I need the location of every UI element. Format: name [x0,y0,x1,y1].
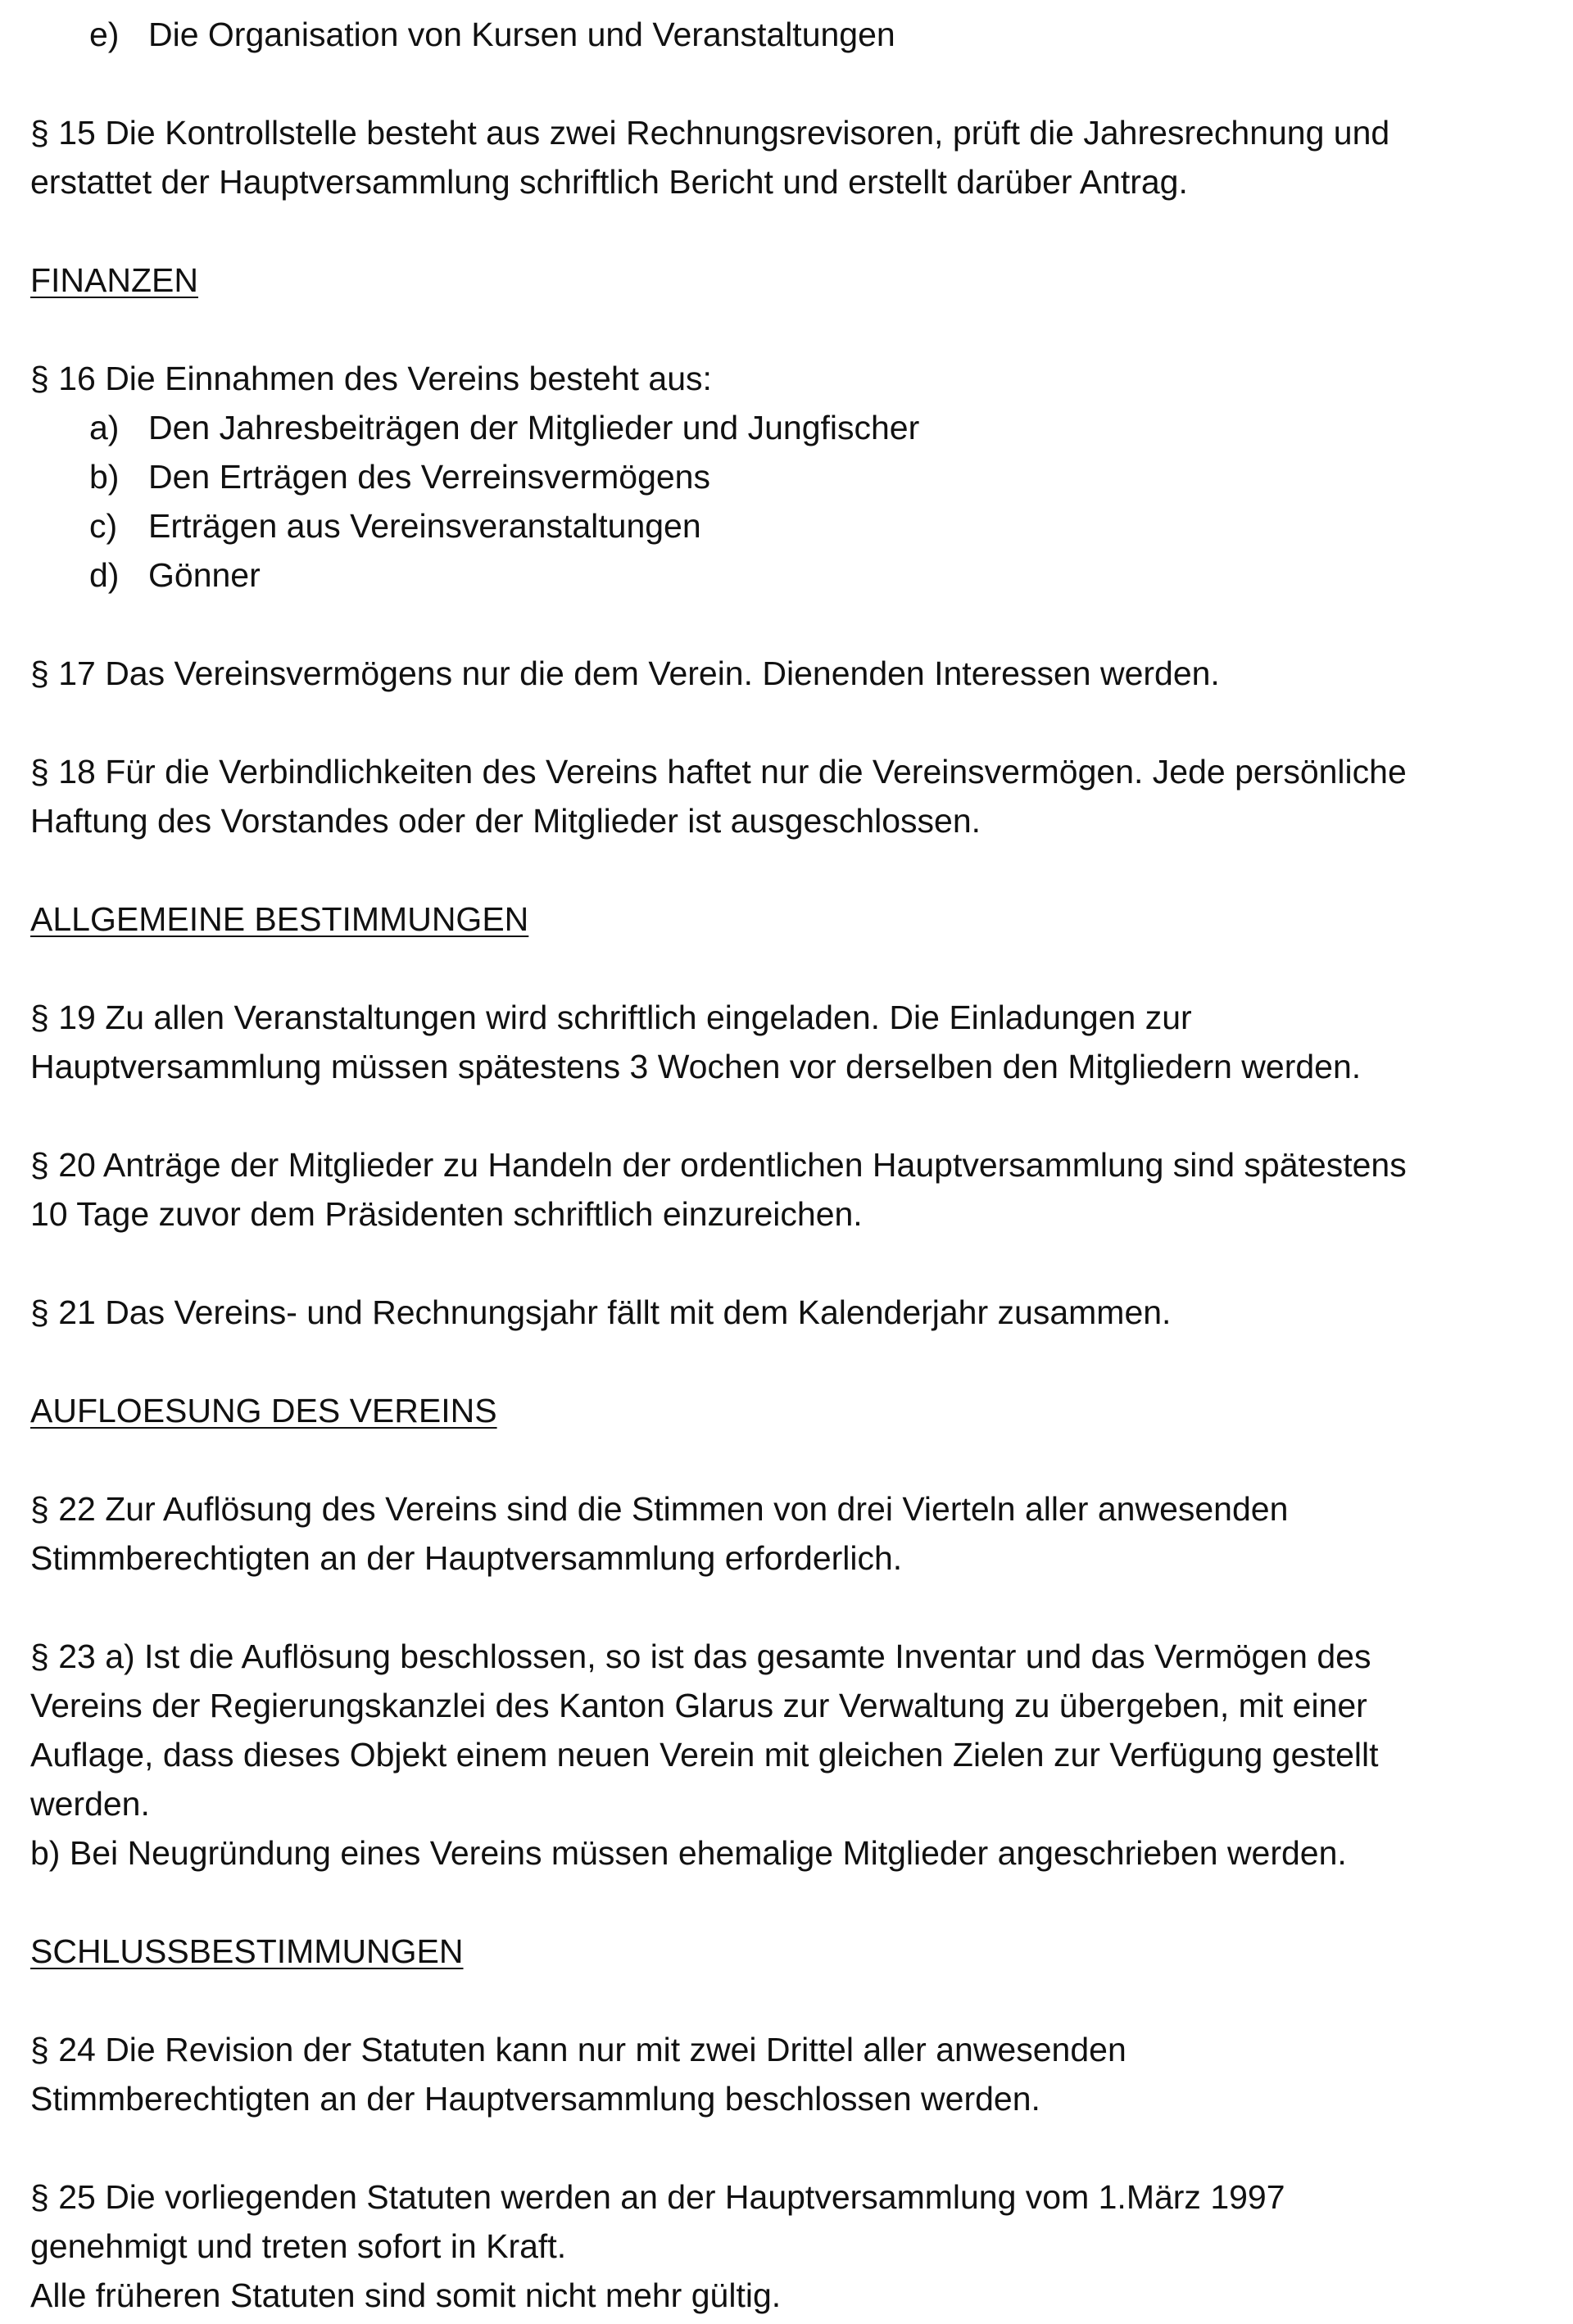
paragraph-line: Vereins der Regierungskanzlei des Kanton Glarus zur Verwaltung zu übergeben, mit einer [30,1687,1367,1724]
paragraph-18 [30,747,1543,845]
paragraph-line: genehmigt und treten sofort in Kraft. [30,2227,567,2265]
list-text: Den Erträgen des Verreinsvermögens [148,458,710,496]
paragraph-line: Stimmberechtigten an der Hauptversammlung beschlossen werden. [30,2080,1040,2118]
section-heading-finanzen: FINANZEN [30,261,198,299]
list-item [30,452,1543,501]
paragraph-16 [30,354,1543,600]
paragraph-line: Alle früheren Statuten sind somit nicht mehr gültig. [30,2276,782,2314]
paragraph-line: Auflage, dass dieses Objekt einem neuen Verein mit gleichen Zielen zur Verfügung gestellt [30,1736,1379,1774]
paragraph-line: § 15 Die Kontrollstelle besteht aus zwei Rechnungsrevisoren, prüft die Jahresrechnung und [30,114,1390,152]
list-text: Die Organisation von Kursen und Veranstaltungen [148,16,895,53]
list-marker: c) [89,507,118,545]
section-heading-aufloesung: AUFLOESUNG DES VEREINS [30,1392,497,1429]
list-marker: b) [89,458,120,496]
list-text: Den Jahresbeiträgen der Mitglieder und Jungfischer [148,409,920,446]
list-text: Erträgen aus Vereinsveranstaltungen [148,507,701,545]
paragraph-line: Stimmberechtigten an der Hauptversammlung erforderlich. [30,1539,903,1577]
paragraph-17 [30,649,1543,698]
list-item [30,501,1543,550]
document-page [30,10,1543,2320]
paragraph-line: § 18 Für die Verbindlichkeiten des Vereins haftet nur die Vereinsvermögen. Jede persönliche [30,753,1407,791]
paragraph-21 [30,1288,1543,1337]
list-text: Gönner [148,556,261,594]
paragraph-line: § 17 Das Vereinsvermögens nur die dem Verein. Dienenden Interessen werden. [30,655,1220,692]
paragraph-line: § 25 Die vorliegenden Statuten werden an der Hauptversammlung vom 1.März 1997 [30,2178,1285,2216]
paragraph-line: § 21 Das Vereins- und Rechnungsjahr fällt mit dem Kalenderjahr zusammen. [30,1293,1172,1331]
paragraph-24 [30,2025,1543,2123]
paragraph-line: § 20 Anträge der Mitglieder zu Handeln der ordentlichen Hauptversammlung sind spätestens [30,1146,1407,1184]
paragraph-line: werden. [30,1785,150,1823]
paragraph-20 [30,1140,1543,1239]
paragraph-25 [30,2172,1543,2320]
paragraph-line: § 24 Die Revision der Statuten kann nur mit zwei Drittel aller anwesenden [30,2031,1126,2068]
paragraph-line: § 22 Zur Auflösung des Vereins sind die Stimmen von drei Vierteln aller anwesenden [30,1490,1289,1528]
paragraph-line: § 23 a) Ist die Auflösung beschlossen, so ist das gesamte Inventar und das Vermögen des [30,1638,1371,1675]
paragraph-line: Haftung des Vorstandes oder der Mitglieder ist ausgeschlossen. [30,802,981,840]
section-heading-schluss: SCHLUSSBESTIMMUNGEN [30,1932,464,1970]
list-marker: a) [89,409,120,446]
paragraph-19 [30,993,1543,1091]
list-marker: e) [89,16,120,53]
paragraph-23 [30,1632,1543,1878]
section-heading-allgemeine: ALLGEMEINE BESTIMMUNGEN [30,900,529,938]
list-item-e [30,10,1543,59]
paragraph-line: b) Bei Neugründung eines Vereins müssen ehemalige Mitglieder angeschrieben werden. [30,1834,1347,1872]
list-marker: d) [89,556,120,594]
paragraph-line: § 19 Zu allen Veranstaltungen wird schriftlich eingeladen. Die Einladungen zur [30,999,1192,1036]
paragraph-15 [30,108,1543,206]
paragraph-22 [30,1484,1543,1583]
paragraph-line: § 16 Die Einnahmen des Vereins besteht aus: [30,360,712,397]
list-item [30,403,1543,452]
paragraph-line: 10 Tage zuvor dem Präsidenten schriftlich einzureichen. [30,1195,863,1233]
list-item [30,550,1543,600]
paragraph-line: Hauptversammlung müssen spätestens 3 Wochen vor derselben den Mitgliedern werden. [30,1048,1362,1085]
paragraph-line: erstattet der Hauptversammlung schriftlich Bericht und erstellt darüber Antrag. [30,163,1188,201]
